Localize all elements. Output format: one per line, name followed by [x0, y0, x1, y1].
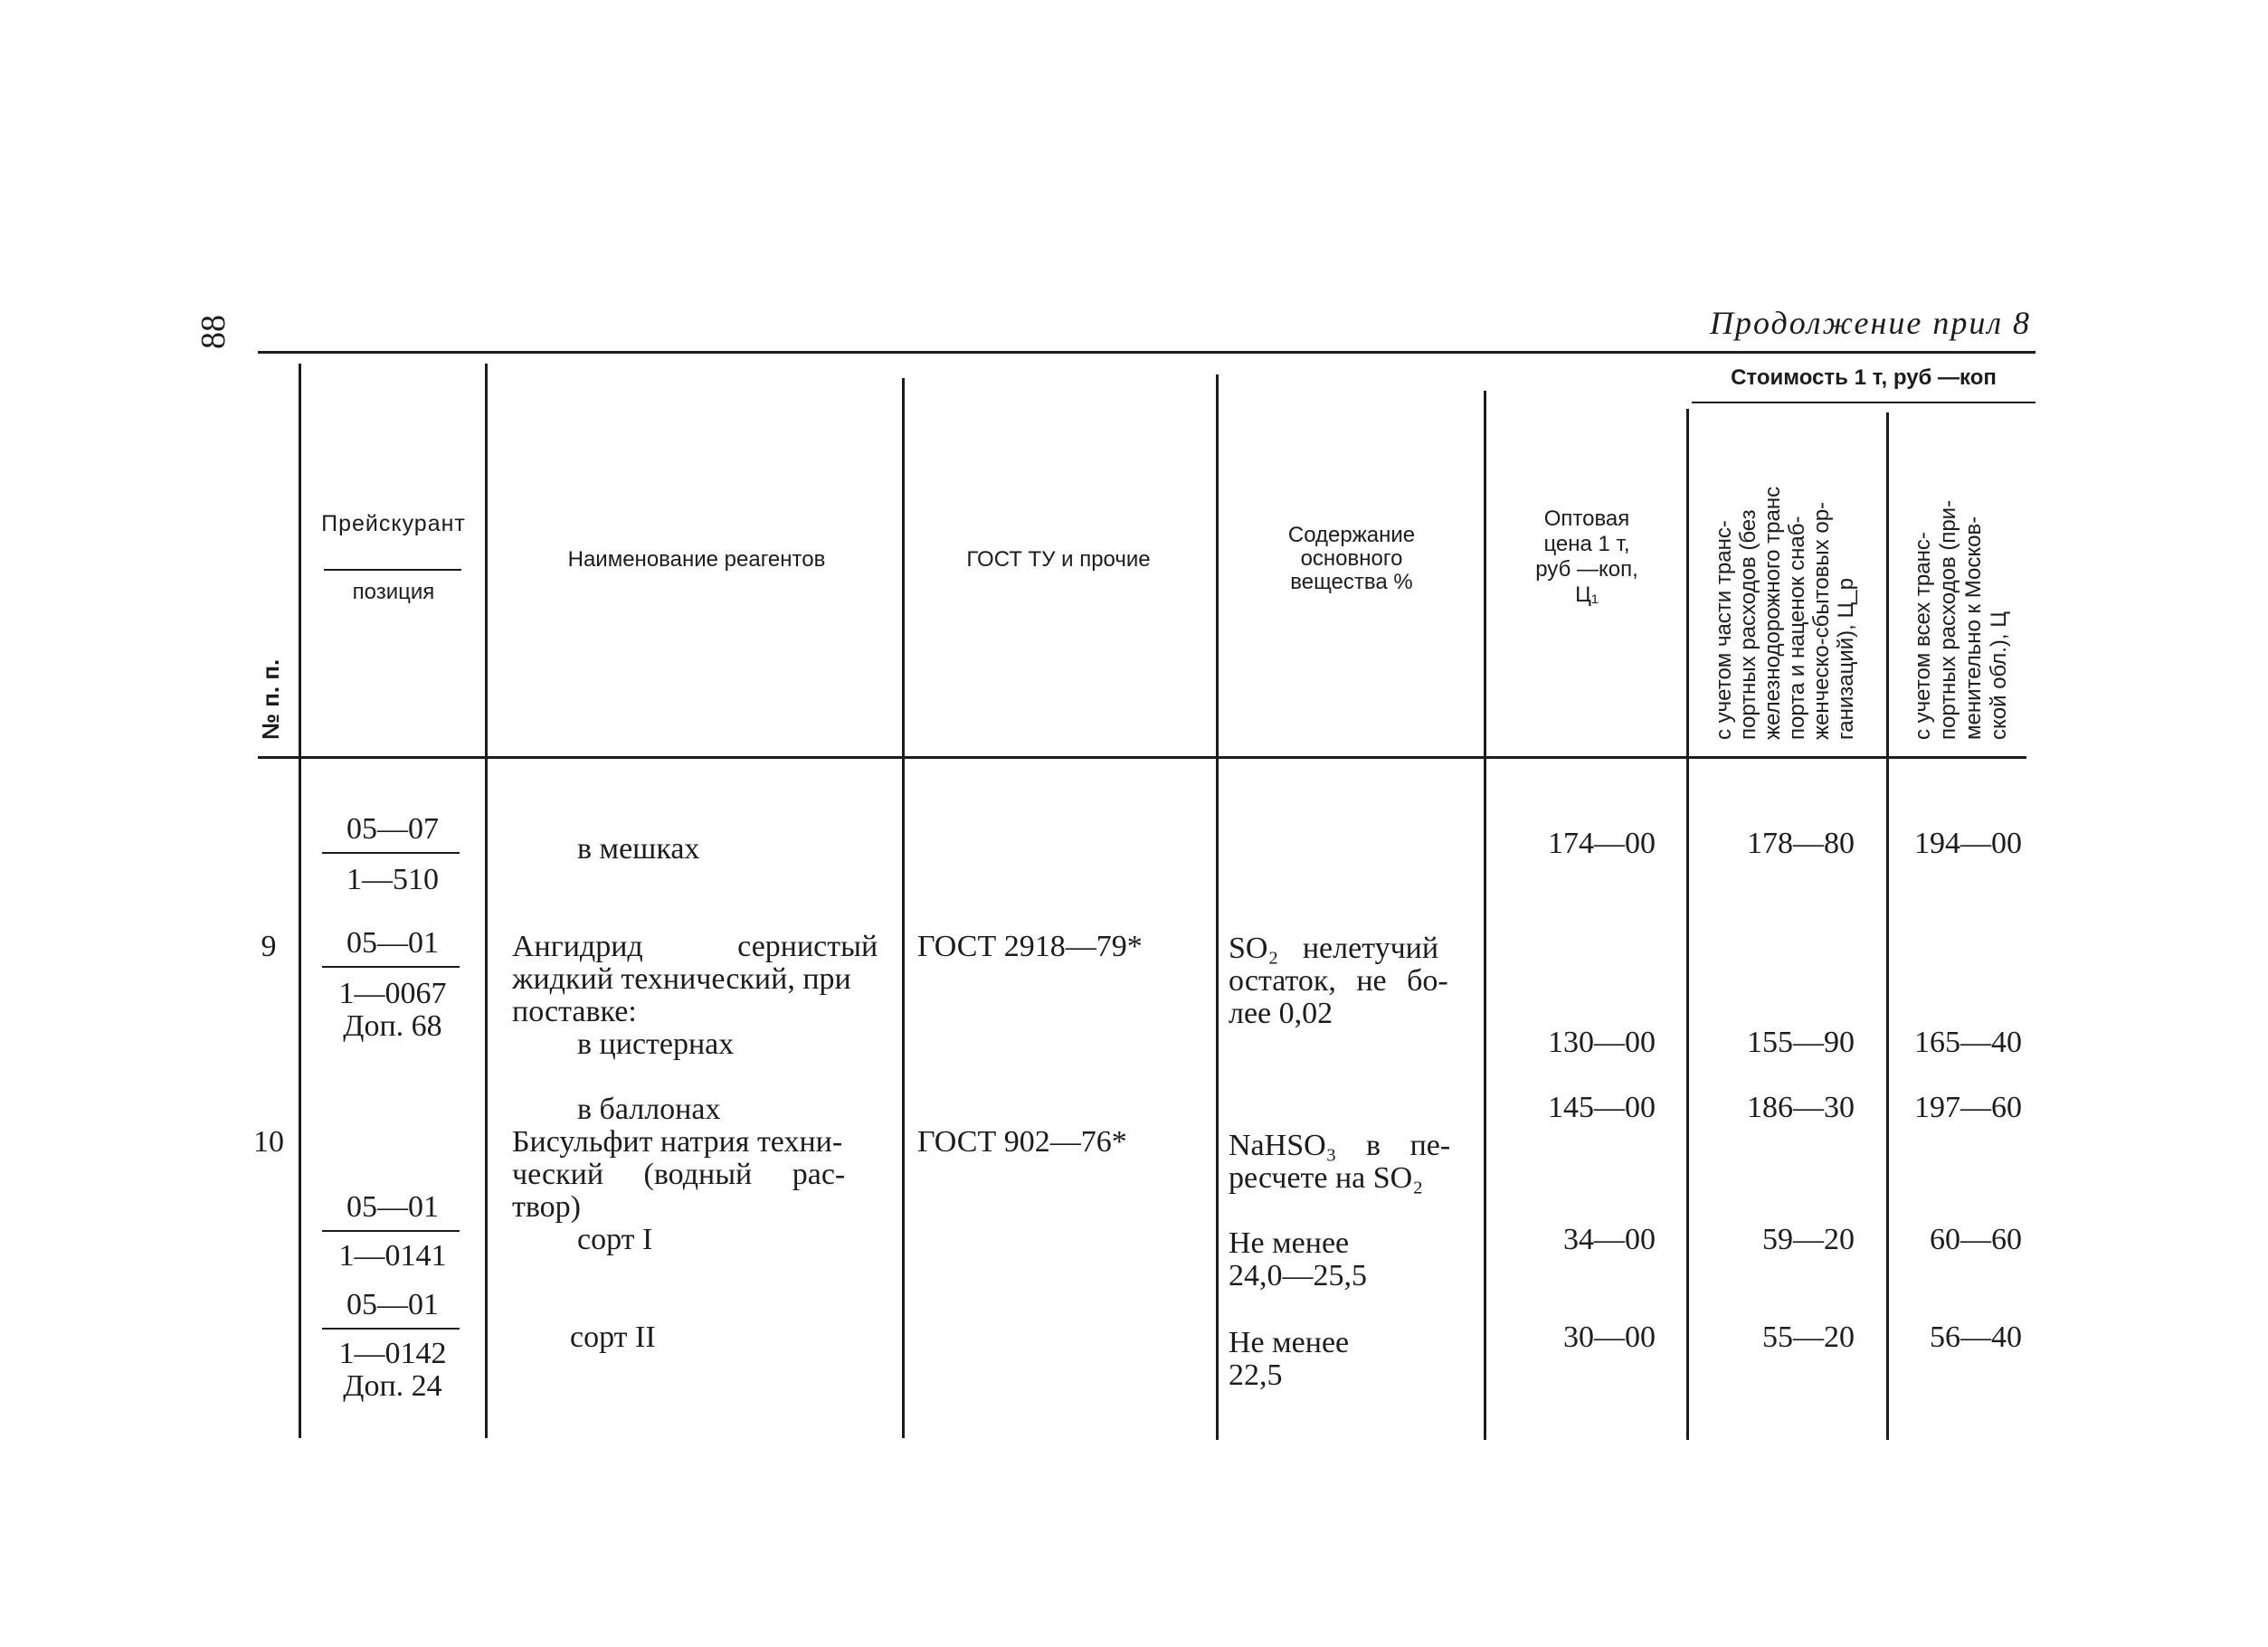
r1-code-bottom: 1—510 — [346, 863, 439, 896]
r2a-wholesale: 130—00 — [1548, 1026, 1656, 1059]
r2-num: 9 — [261, 930, 277, 963]
r2b-wholesale: 145—00 — [1548, 1091, 1656, 1124]
header-cost-partial-1: с учетом части транс- — [1712, 520, 1736, 740]
r2b-partial: 186—30 — [1747, 1091, 1855, 1124]
r3a-full: 60—60 — [1930, 1223, 2022, 1256]
r3a-content-l1: Не менее — [1229, 1226, 1350, 1260]
header-cost-group: Стоимость 1 т, руб —коп — [1731, 365, 1997, 390]
r3a-code-top: 05—01 — [346, 1190, 439, 1224]
r3b-partial: 55—20 — [1762, 1320, 1855, 1354]
r1-wholesale: 174—00 — [1548, 827, 1656, 860]
header-bottom-rule — [258, 756, 2026, 759]
r3-name-l1: Бисульфит натрия техни- — [512, 1125, 843, 1159]
r2-code-top: 05—01 — [346, 926, 439, 960]
table-top-rule — [258, 351, 2036, 354]
r3b-full: 56—40 — [1930, 1320, 2022, 1354]
header-cost-full-4: ской обл.), Ц — [1987, 611, 2011, 740]
r2-gost: ГОСТ 2918—79* — [917, 930, 1143, 963]
r2a-name: в цистернах — [577, 1027, 735, 1061]
r2-name-l2: жидкий технический, при — [512, 962, 851, 996]
r2-content-l2: остаток, не бо- — [1229, 964, 1448, 998]
r3-gost: ГОСТ 902—76* — [917, 1125, 1127, 1159]
page-number: 88 — [195, 315, 232, 349]
r3a-code-bottom: 1—0141 — [338, 1239, 447, 1273]
r1-full: 194—00 — [1914, 827, 2022, 860]
header-cost-full-3: менительно к Москов- — [1961, 516, 1986, 740]
header-cost-full-1: с учетом всех транс- — [1911, 532, 1935, 740]
header-num: № п. п. — [257, 658, 284, 740]
r3b-code-top: 05—01 — [346, 1288, 439, 1321]
col-divider-4 — [1216, 374, 1219, 1440]
header-name: Наименование реагентов — [567, 547, 826, 572]
r3-content-l2: ресчете на SO₂ — [1229, 1161, 1424, 1195]
r3-num: 10 — [253, 1125, 284, 1159]
header-content-3: вещества % — [1290, 570, 1413, 594]
col-divider-2 — [485, 364, 488, 1438]
r2-name-l1 — [512, 930, 892, 964]
r3-name-l3: твор) — [512, 1190, 582, 1224]
r3a-partial: 59—20 — [1762, 1223, 1855, 1256]
cost-group-rule — [1692, 402, 2036, 403]
r2-content-l3: лее 0,02 — [1229, 997, 1333, 1030]
header-content-1: Содержание — [1287, 523, 1416, 547]
r2b-name: в баллонах — [577, 1093, 721, 1126]
header-cost-partial-3: железнодорожного транс — [1760, 486, 1785, 740]
col-divider-5 — [1484, 391, 1486, 1440]
r2-code-rule — [322, 966, 460, 968]
header-gost: ГОСТ ТУ и прочие — [966, 547, 1151, 572]
r3b-wholesale: 30—00 — [1563, 1320, 1656, 1354]
r3b-code-bottom: 1—0142 — [338, 1337, 447, 1370]
header-cost-full-2: портных расходов (при- — [1936, 499, 1960, 740]
header-cost-partial-2: портных расходов (без — [1736, 509, 1760, 740]
r3-name-l2: ческий (водный рас- — [512, 1158, 846, 1191]
header-wholesale-1: Оптовая — [1543, 506, 1630, 531]
r2a-partial: 155—90 — [1747, 1026, 1855, 1059]
r2b-full: 197—60 — [1914, 1091, 2022, 1124]
r3b-content-l2: 22,5 — [1229, 1358, 1283, 1392]
header-pricelist-bottom: позиция — [352, 580, 435, 604]
r3-content-l1: NaHSO₃ в пе- — [1229, 1129, 1451, 1162]
header-pricelist-rule — [324, 569, 461, 571]
col-divider-7 — [1886, 412, 1889, 1440]
r3b-code-extra: Доп. 24 — [343, 1369, 442, 1403]
header-wholesale-2: цена 1 т, — [1543, 532, 1630, 556]
r3a-name: сорт I — [577, 1223, 653, 1256]
header-cost-partial-4: порта и наценок снаб- — [1785, 516, 1809, 740]
r3b-code-rule — [322, 1328, 460, 1330]
r2-name-l1-text: Ангидрид сернистый — [512, 930, 878, 963]
col-divider-1 — [299, 364, 301, 1438]
header-wholesale-4: Ц₁ — [1575, 582, 1599, 607]
col-divider-6 — [1686, 409, 1689, 1440]
r2-code-bottom: 1—0067 — [338, 977, 447, 1010]
header-wholesale-3: руб —коп, — [1535, 557, 1638, 582]
r2-name-l3: поставке: — [512, 995, 637, 1028]
r1-name: в мешках — [577, 832, 700, 866]
col-divider-3 — [902, 378, 905, 1438]
r3a-content-l2: 24,0—25,5 — [1229, 1259, 1367, 1292]
r2-content-l1: SO₂ нелетучий — [1229, 932, 1439, 965]
r3b-content-l1: Не менее — [1229, 1326, 1350, 1359]
header-content-2: основного — [1300, 546, 1403, 571]
r1-partial: 178—80 — [1747, 827, 1855, 860]
r2a-full: 165—40 — [1914, 1026, 2022, 1059]
header-pricelist-top: Прейскурант — [321, 511, 466, 536]
r1-code-rule — [322, 852, 460, 854]
r1-code-top: 05—07 — [346, 812, 439, 846]
r3a-wholesale: 34—00 — [1563, 1223, 1656, 1256]
continuation-title: Продолжение прил 8 — [1710, 305, 2032, 341]
r3a-code-rule — [322, 1230, 460, 1232]
header-cost-partial-5: женческо-сбытовых ор- — [1809, 501, 1834, 740]
r3b-name: сорт II — [570, 1320, 656, 1354]
header-cost-partial-6: ганизаций), Ц_p — [1834, 578, 1858, 740]
r2-code-extra: Доп. 68 — [343, 1009, 442, 1043]
